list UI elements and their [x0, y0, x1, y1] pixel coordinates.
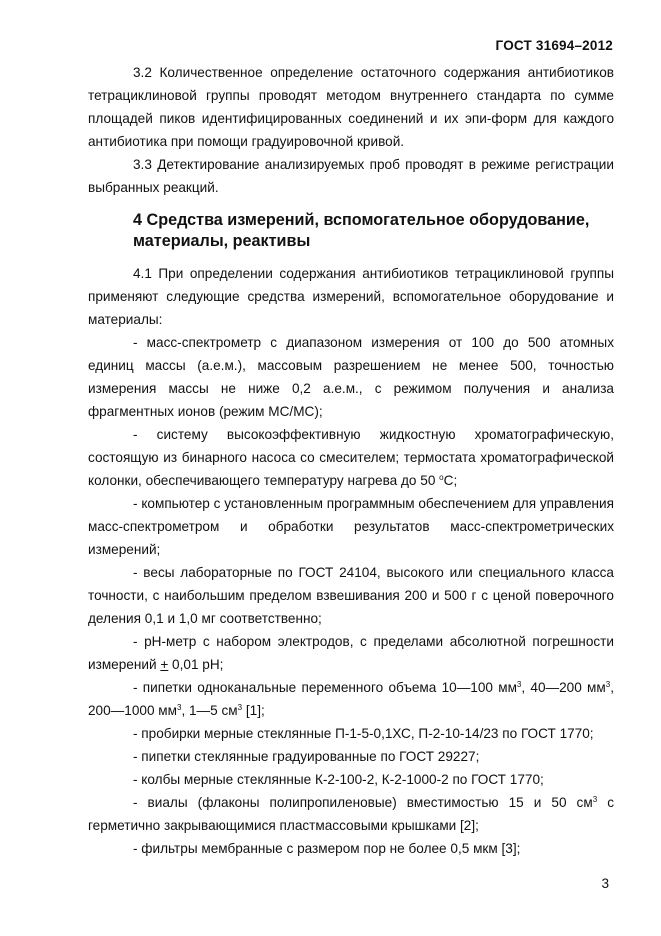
cube-superscript: 3 [605, 680, 611, 689]
cube-superscript: 3 [237, 703, 243, 712]
pipettes-text-3: , 200—1000 мм [88, 680, 614, 718]
list-item-ph-meter [88, 630, 614, 676]
pipettes-text-5: [1]; [242, 703, 265, 718]
list-item-hplc-system [88, 423, 614, 492]
page-number: 3 [601, 876, 609, 891]
ph-text-start: - рН-метр с набором электродов, с пределами абсолютной погрешности измерений [88, 634, 614, 672]
cube-superscript: 3 [516, 680, 522, 689]
paragraph-3-2: 3.2 Количественное определение остаточного содержания антибиотиков тетрациклиновой группы проводят методом внутреннего стандарта по сумме площадей пиков идентифицированных соединений и их эпи-форм для каждого антибиотика при помощи градуировочной кривой. [88, 65, 614, 149]
list-item-vials [88, 791, 614, 837]
list-item-mass-spectrometer: - масс-спектрометр с диапазоном измерения от 100 до 500 атомных единиц массы (а.е.м.), массовым разрешением не менее 500, точностью измерения массы не ниже 0,2 а.е.м., с режимом получения и анализа фрагментных ионов (режим МС/МС); [88, 335, 614, 419]
degree-sign: o [439, 473, 444, 482]
paragraph-3-3: 3.3 Детектирование анализируемых проб проводят в режиме регистрации выбранных реакций. [88, 157, 614, 195]
list-item-pipettes-single-channel [88, 676, 614, 722]
vials-text-end: с герметично закрывающимися пластмассовыми крышками [2]; [88, 795, 614, 833]
list-item-computer: - компьютер с установленным программным обеспечением для управления масс-спектрометром и обработки результатов масс-спектрометрических измерений; [88, 496, 614, 557]
vials-text-start: - виалы (флаконы полипропиленовые) вместимостью 15 и 50 см [133, 795, 593, 810]
pipettes-text-4: , 1—5 см [181, 703, 238, 718]
plus-minus-sign: + [160, 657, 169, 672]
list-item-scales: - весы лабораторные по ГОСТ 24104, высокого или специального класса точности, с наибольшим пределом взвешивания 200 и 500 г с ценой поверочного деления 0,1 и 1,0 мг соответственно; [88, 565, 614, 626]
section-4-heading-line-1: 4 Средства измерений, вспомогательное оборудование, [133, 211, 590, 229]
cube-superscript: 3 [592, 795, 598, 804]
hplc-text-end: C; [443, 473, 458, 488]
section-4-heading-line-2: материалы, реактивы [133, 232, 311, 250]
list-item-glass-pipettes: - пипетки стеклянные градуированные по ГОСТ 29227; [133, 749, 480, 764]
document-standard-header: ГОСТ 31694–2012 [495, 38, 613, 53]
ph-text-end: 0,01 рН; [168, 657, 224, 672]
paragraph-4-1: 4.1 При определении содержания антибиотиков тетрациклиновой группы применяют следующие средства измерений, вспомогательное оборудование и материалы: [88, 266, 614, 327]
list-item-flasks: - колбы мерные стеклянные К-2-100-2, К-2-1000-2 по ГОСТ 1770; [133, 772, 544, 787]
pipettes-text-2: , 40—200 мм [521, 680, 606, 695]
list-item-tubes: - пробирки мерные стеклянные П-1-5-0,1ХС, П-2-10-14/23 по ГОСТ 1770; [133, 726, 594, 741]
list-item-membrane-filters: - фильтры мембранные с размером пор не более 0,5 мкм [3]; [133, 841, 521, 856]
hplc-text-start: - систему высокоэффективную жидкостную хроматографическую, состоящую из бинарного насоса со смесителем; термостата хроматографической колонки, обеспечивающего температуру нагрева до 50 [88, 427, 614, 488]
cube-superscript: 3 [176, 703, 182, 712]
pipettes-text-1: - пипетки одноканальные переменного объема 10—100 мм [133, 680, 517, 695]
section-4-heading [133, 210, 603, 252]
